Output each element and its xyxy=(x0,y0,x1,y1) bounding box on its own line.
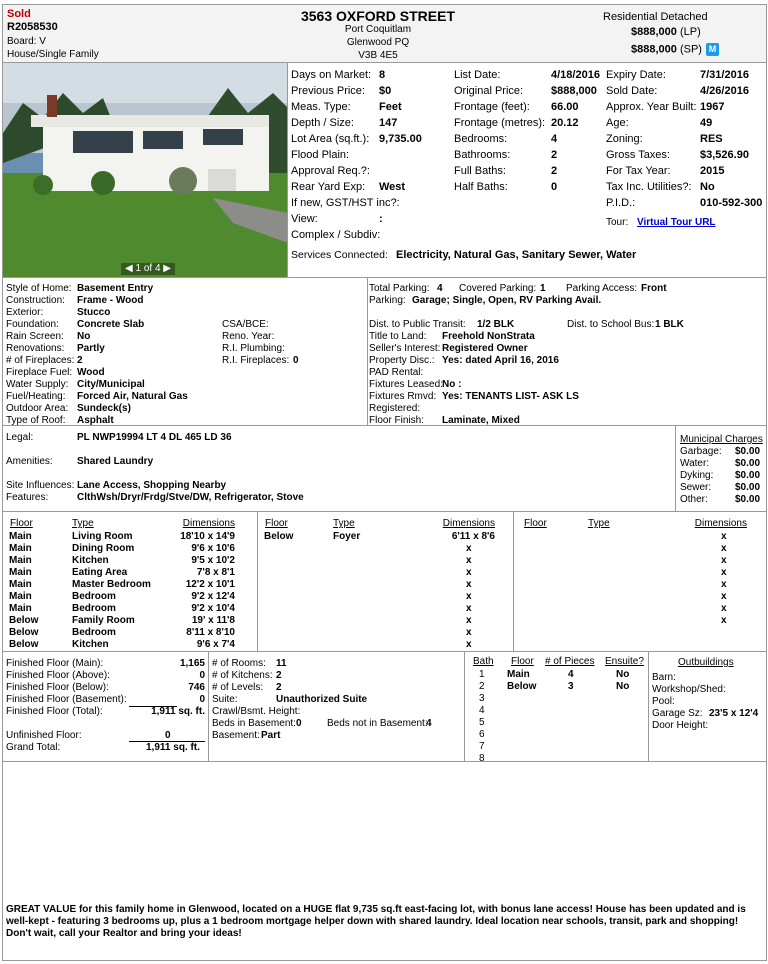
summary-value: 0 xyxy=(551,181,558,193)
room-dimensions: 18'10 x 14'9 xyxy=(180,531,235,542)
bath-floor: Main xyxy=(507,669,530,680)
suite-value: Unauthorized Suite xyxy=(276,694,368,705)
bath-number: 2 xyxy=(479,681,485,692)
detail-label: CSA/BCE: xyxy=(222,319,269,330)
room-dimensions: x xyxy=(466,555,472,566)
summary-value: 2 xyxy=(551,149,558,161)
outbuilding-label: Door Height: xyxy=(652,720,709,731)
detail-label: Fireplace Fuel: xyxy=(6,367,73,378)
school-bus-value: 1 BLK xyxy=(655,319,684,330)
summary-value: 2015 xyxy=(700,165,725,177)
detail-value: Basement Entry xyxy=(77,283,154,294)
bath-number: 6 xyxy=(479,729,485,740)
lp-tag: (LP) xyxy=(679,26,701,38)
total-parking-value: 4 xyxy=(437,283,443,294)
detail-value: 0 xyxy=(293,355,299,366)
room-type: Dining Room xyxy=(72,543,135,554)
summary-label: Approval Req.?: xyxy=(291,165,370,177)
details-section xyxy=(3,277,766,425)
detail-value: Laminate, Mixed xyxy=(442,415,520,426)
detail-label: Water Supply: xyxy=(6,379,69,390)
summary-value: No xyxy=(700,181,715,193)
outbuildings-title: Outbuildings xyxy=(678,657,734,668)
room-dimensions: x xyxy=(466,567,472,578)
beds-not-basement-value: 4 xyxy=(426,718,432,729)
municipal-label: Dyking: xyxy=(680,470,714,481)
photo-counter xyxy=(121,263,175,275)
summary-value: 20.12 xyxy=(551,117,579,129)
detail-label: Type of Roof: xyxy=(6,415,66,426)
room-dimensions: 6'11 x 8'6 xyxy=(451,531,495,542)
detail-label: Renovations: xyxy=(6,343,65,354)
summary-label: Days on Market: xyxy=(291,69,372,81)
summary-value: : xyxy=(379,213,383,225)
summary-value: West xyxy=(379,181,406,193)
room-dimensions: 9'6 x 10'6 xyxy=(191,543,235,554)
room-type: Bedroom xyxy=(72,627,116,638)
bath-header-bath: Bath xyxy=(473,656,494,667)
detail-value: Freehold NonStrata xyxy=(442,331,535,342)
suite-label: Suite: xyxy=(212,694,238,705)
summary-label: Depth / Size: xyxy=(291,117,354,129)
municipal-value: $0.00 xyxy=(735,470,761,481)
detail-value: No xyxy=(77,331,91,342)
room-floor: Main xyxy=(9,603,32,614)
summary-label: Previous Price: xyxy=(291,85,365,97)
summary-value: Feet xyxy=(379,101,402,113)
finished-floor-label: Finished Floor (Above): xyxy=(6,670,110,681)
basement-value: Part xyxy=(261,730,281,741)
room-dimensions: x xyxy=(466,639,472,650)
summary-label: Bedrooms: xyxy=(454,133,508,145)
detail-label: R.I. Plumbing: xyxy=(222,343,285,354)
detail-value: Forced Air, Natural Gas xyxy=(77,391,188,402)
summary-value: 7/31/2016 xyxy=(700,69,749,81)
detail-label: Fixtures Rmvd: xyxy=(369,391,437,402)
remarks-section xyxy=(3,761,766,962)
listing-class: Residential Detached xyxy=(603,11,708,23)
detail-label: Seller's Interest: xyxy=(369,343,441,354)
outbuilding-label: Pool: xyxy=(652,696,675,707)
municipal-label: Other: xyxy=(680,494,708,505)
room-dimensions: x xyxy=(721,579,727,590)
summary-value: 49 xyxy=(700,117,713,129)
bath-ensuite: No xyxy=(616,681,630,692)
amenities-value: Shared Laundry xyxy=(77,456,154,467)
detail-label: Fuel/Heating: xyxy=(6,391,66,402)
detail-label: PAD Rental: xyxy=(369,367,424,378)
status-label: Sold xyxy=(7,8,31,20)
sold-price: $888,000 xyxy=(631,43,677,56)
summary-label: Gross Taxes: xyxy=(606,149,670,161)
outbuilding-label: Barn: xyxy=(652,672,676,683)
kitchens-value: 2 xyxy=(276,670,282,681)
summary-label: List Date: xyxy=(454,69,501,81)
parking-value: Garage; Single, Open, RV Parking Avail. xyxy=(412,295,602,306)
levels-label: # of Levels: xyxy=(212,682,264,693)
room-dimensions: 8'11 x 8'10 xyxy=(186,627,235,638)
header xyxy=(3,5,766,63)
detail-label: Foundation: xyxy=(6,319,59,330)
summary-value: 4/18/2016 xyxy=(551,69,600,81)
detail-value: No : xyxy=(442,379,462,390)
summary-value: 010-592-300 xyxy=(700,197,763,209)
room-dimensions: 12'2 x 10'1 xyxy=(185,579,235,590)
municipal-value: $0.00 xyxy=(735,494,761,505)
detail-label: Registered: xyxy=(369,403,421,414)
parking-access-label: Parking Access: xyxy=(566,283,638,294)
finished-floor-value: 1,165 xyxy=(179,658,205,669)
room-dimensions: x xyxy=(721,567,727,578)
room-dimensions: x xyxy=(466,591,472,602)
detail-label: Title to Land: xyxy=(369,331,427,342)
rooms-section xyxy=(3,511,766,651)
kitchens-label: # of Kitchens: xyxy=(212,670,273,681)
bath-pieces: 4 xyxy=(568,669,574,680)
summary-label: If new, GST/HST inc?: xyxy=(291,197,400,209)
property-type: House/Single Family xyxy=(7,49,99,60)
summary-label: Age: xyxy=(606,117,629,129)
parking-access-value: Front xyxy=(641,283,667,294)
bath-ensuite: No xyxy=(616,669,630,680)
summary-label: Flood Plain: xyxy=(291,149,350,161)
summary-label: Full Baths: xyxy=(454,165,506,177)
detail-value: Registered Owner xyxy=(442,343,528,354)
finished-floor-value: 0 xyxy=(199,694,205,705)
unfinished-label: Unfinished Floor: xyxy=(6,730,82,741)
room-dimensions: x xyxy=(721,543,727,554)
summary-label: Frontage (metres): xyxy=(454,117,546,129)
room-header-floor: Floor xyxy=(10,518,33,529)
m-badge-icon[interactable]: M xyxy=(706,43,719,56)
covered-parking-value: 1 xyxy=(540,283,546,294)
detail-label: Rain Screen: xyxy=(6,331,64,342)
detail-value: Yes: TENANTS LIST- ASK LS xyxy=(442,391,579,402)
room-floor: Below xyxy=(9,639,39,650)
finished-floor-value: 746 xyxy=(188,682,205,693)
sp-tag: (SP) xyxy=(679,43,702,56)
summary-value: 1967 xyxy=(700,101,725,113)
room-floor: Main xyxy=(9,567,32,578)
summary-label: Original Price: xyxy=(454,85,524,97)
legal-section xyxy=(3,425,766,511)
summary-label: Lot Area (sq.ft.): xyxy=(291,133,370,145)
summary-value: $0 xyxy=(379,85,392,97)
room-header-floor: Floor xyxy=(524,518,547,529)
room-dimensions: x xyxy=(466,603,472,614)
municipal-label: Garbage: xyxy=(680,446,722,457)
listing-sheet xyxy=(2,4,767,961)
room-floor: Main xyxy=(9,579,32,590)
photo-counter-text: 1 of 4 xyxy=(135,263,161,274)
room-dimensions: x xyxy=(466,579,472,590)
bath-number: 3 xyxy=(479,693,485,704)
detail-value: Sundeck(s) xyxy=(77,403,131,414)
outbuilding-value: 23'5 x 12'4 xyxy=(709,708,759,719)
municipal-label: Water: xyxy=(680,458,710,469)
summary-label: Rear Yard Exp: xyxy=(291,181,366,193)
room-dimensions: x xyxy=(466,627,472,638)
summary-value: 9,735.00 xyxy=(379,133,422,145)
crawl-height-label: Crawl/Bsmt. Height: xyxy=(212,706,301,717)
room-floor: Main xyxy=(9,531,32,542)
grand-total-value: 1,911 sq. ft. xyxy=(146,742,200,753)
room-dimensions: 9'2 x 10'4 xyxy=(191,603,235,614)
bath-number: 1 xyxy=(479,669,485,680)
finished-floor-label: Finished Floor (Total): xyxy=(6,706,103,717)
covered-parking-label: Covered Parking: xyxy=(459,283,537,294)
summary-label: Bathrooms: xyxy=(454,149,511,161)
room-dimensions: x xyxy=(721,603,727,614)
municipal-value: $0.00 xyxy=(735,482,761,493)
rooms-count-label: # of Rooms: xyxy=(212,658,266,669)
room-dimensions: x xyxy=(721,531,727,542)
summary-value: 4 xyxy=(551,133,558,145)
property-photo[interactable] xyxy=(3,63,288,277)
room-floor: Below xyxy=(9,615,39,626)
finished-floor-label: Finished Floor (Below): xyxy=(6,682,109,693)
beds-basement-value: 0 xyxy=(296,718,302,729)
detail-label: Property Disc.: xyxy=(369,355,435,366)
room-dimensions: x xyxy=(721,555,727,566)
room-header-dimensions: Dimensions xyxy=(442,518,495,529)
room-dimensions: x xyxy=(466,615,472,626)
detail-label: Style of Home: xyxy=(6,283,72,294)
services-value: Electricity, Natural Gas, Sanitary Sewer, Water xyxy=(396,249,637,261)
city: Port Coquitlam xyxy=(344,24,412,35)
room-floor: Below xyxy=(9,627,39,638)
summary-value: RES xyxy=(700,133,723,145)
bath-floor: Below xyxy=(507,681,537,692)
summary-label: For Tax Year: xyxy=(606,165,671,177)
summary-value: 8 xyxy=(379,69,386,81)
beds-not-basement-label: Beds not in Basement: xyxy=(327,718,428,729)
room-type: Foyer xyxy=(333,531,361,542)
finished-floor-label: Finished Floor (Main): xyxy=(6,658,104,669)
room-floor: Below xyxy=(264,531,294,542)
room-header-dimensions: Dimensions xyxy=(694,518,747,529)
municipal-value: $0.00 xyxy=(735,458,761,469)
legal-label: Legal: xyxy=(6,432,34,443)
areas-section xyxy=(3,651,766,764)
room-header-type: Type xyxy=(588,518,610,529)
features-value: ClthWsh/Dryr/Frdg/Stve/DW, Refrigerator, Stove xyxy=(77,492,304,503)
transit-value: 1/2 BLK xyxy=(477,319,515,330)
summary-value: 147 xyxy=(379,117,398,129)
detail-value: Partly xyxy=(77,343,105,354)
levels-value: 2 xyxy=(276,682,282,693)
room-type: Eating Area xyxy=(72,567,128,578)
bath-number: 5 xyxy=(479,717,485,728)
detail-value: Frame - Wood xyxy=(77,295,144,306)
tour-label: Tour: xyxy=(606,217,629,228)
bath-header-floor: Floor xyxy=(511,656,534,667)
outbuilding-label: Workshop/Shed: xyxy=(652,684,726,695)
detail-label: Construction: xyxy=(6,295,65,306)
amenities-label: Amenities: xyxy=(6,456,53,467)
room-dimensions: x xyxy=(721,615,727,626)
detail-value: Wood xyxy=(77,367,105,378)
finished-floor-label: Finished Floor (Basement): xyxy=(6,694,127,705)
bath-header-ensuite: Ensuite? xyxy=(605,656,644,667)
school-bus-label: Dist. to School Bus: xyxy=(567,319,655,330)
detail-value: Yes: dated April 16, 2016 xyxy=(442,355,559,366)
summary-label: Sold Date: xyxy=(606,85,658,97)
total-parking-label: Total Parking: xyxy=(369,283,430,294)
finished-floor-value: 1,911 sq. ft. xyxy=(151,706,205,717)
detail-label: Floor Finish: xyxy=(369,415,425,426)
transit-label: Dist. to Public Transit: xyxy=(369,319,466,330)
detail-label: Outdoor Area: xyxy=(6,403,69,414)
summary-value: 2 xyxy=(551,165,558,177)
detail-label: Fixtures Leased: xyxy=(369,379,443,390)
room-type: Kitchen xyxy=(72,555,109,566)
detail-label: Exterior: xyxy=(6,307,44,318)
room-dimensions: 7'8 x 8'1 xyxy=(196,567,235,578)
detail-label: R.I. Fireplaces: xyxy=(222,355,290,366)
summary-value: $3,526.90 xyxy=(700,149,749,161)
summary-value: 66.00 xyxy=(551,101,579,113)
services-label: Services Connected: xyxy=(291,249,388,261)
prev-photo-icon[interactable]: ◀ xyxy=(125,263,133,274)
bath-header-pieces: # of Pieces xyxy=(545,656,595,667)
detail-label: # of Fireplaces: xyxy=(6,355,75,366)
bath-number: 8 xyxy=(479,753,485,764)
detail-value: 2 xyxy=(77,355,83,366)
summary-value: $888,000 xyxy=(551,85,597,97)
site-influences-label: Site Influences: xyxy=(6,480,75,491)
postal-code: V3B 4E5 xyxy=(358,50,398,61)
detail-value: Stucco xyxy=(77,307,111,318)
features-label: Features: xyxy=(6,492,49,503)
room-floor: Main xyxy=(9,543,32,554)
room-dimensions: 9'6 x 7'4 xyxy=(196,639,235,650)
mls-number: R2058530 xyxy=(7,21,58,33)
municipal-label: Sewer: xyxy=(680,482,712,493)
grand-total-label: Grand Total: xyxy=(6,742,61,753)
room-floor: Main xyxy=(9,555,32,566)
summary-label: Tax Inc. Utilities?: xyxy=(606,181,692,193)
detail-label: Reno. Year: xyxy=(222,331,275,342)
summary-label: View: xyxy=(291,213,318,225)
room-dimensions: 19' x 11'8 xyxy=(191,615,235,626)
room-type: Bedroom xyxy=(72,591,116,602)
finished-floor-value: 0 xyxy=(199,670,205,681)
legal-value: PL NWP19994 LT 4 DL 465 LD 36 xyxy=(77,432,232,443)
rooms-count-value: 11 xyxy=(276,658,287,669)
summary-label: Approx. Year Built: xyxy=(606,101,697,113)
parking-label: Parking: xyxy=(369,295,406,306)
outbuilding-label: Garage Sz: xyxy=(652,708,703,719)
summary-label: Meas. Type: xyxy=(291,101,351,113)
detail-value: City/Municipal xyxy=(77,379,145,390)
bath-number: 7 xyxy=(479,741,485,752)
room-header-floor: Floor xyxy=(265,518,288,529)
area: Glenwood PQ xyxy=(346,37,410,48)
unfinished-value: 0 xyxy=(165,730,171,741)
room-header-type: Type xyxy=(333,518,355,529)
room-type: Bedroom xyxy=(72,603,116,614)
house-photo-image xyxy=(3,63,288,277)
next-photo-icon[interactable]: ▶ xyxy=(163,263,171,274)
summary-label: P.I.D.: xyxy=(606,197,636,209)
public-remarks: GREAT VALUE for this family home in Glenwood, located on a HUGE flat 9,735 sq.ft east-facing lot, with bonus lane access! House has been updated and is well-kept - featuring 3 bedrooms up, plus a 1 bedroom mortgage helper down with shared laundry. Ideal location near schools, transit, park and shopping! Don't wait, call your Realtor and bring your ideas! xyxy=(6,904,746,939)
municipal-charges-title: Municipal Charges xyxy=(680,434,763,445)
summary-value: 4/26/2016 xyxy=(700,85,749,97)
site-influences-value: Lane Access, Shopping Nearby xyxy=(77,480,227,491)
summary-label: Zoning: xyxy=(606,133,643,145)
room-header-dimensions: Dimensions xyxy=(182,518,235,529)
virtual-tour-link[interactable]: Virtual Tour URL xyxy=(637,217,716,228)
detail-value: Concrete Slab xyxy=(77,319,145,330)
room-type: Kitchen xyxy=(72,639,109,650)
detail-value: Asphalt xyxy=(77,415,114,426)
summary-label: Half Baths: xyxy=(454,181,508,193)
board: Board: V xyxy=(7,36,46,47)
summary-label: Frontage (feet): xyxy=(454,101,530,113)
room-floor: Main xyxy=(9,591,32,602)
summary-label: Expiry Date: xyxy=(606,69,666,81)
bath-pieces: 3 xyxy=(568,681,574,692)
room-type: Living Room xyxy=(72,531,133,542)
room-dimensions: x xyxy=(466,543,472,554)
address: 3563 OXFORD STREET xyxy=(300,8,456,24)
room-dimensions: 9'2 x 12'4 xyxy=(191,591,235,602)
room-dimensions: x xyxy=(721,591,727,602)
room-header-type: Type xyxy=(72,518,94,529)
basement-label: Basement: xyxy=(212,730,260,741)
bath-number: 4 xyxy=(479,705,485,716)
room-type: Family Room xyxy=(72,615,135,626)
municipal-value: $0.00 xyxy=(735,446,761,457)
room-type: Master Bedroom xyxy=(72,579,151,590)
beds-basement-label: Beds in Basement: xyxy=(212,718,296,729)
list-price: $888,000 xyxy=(631,26,677,38)
summary-label: Complex / Subdiv: xyxy=(291,229,381,241)
room-dimensions: 9'5 x 10'2 xyxy=(191,555,235,566)
